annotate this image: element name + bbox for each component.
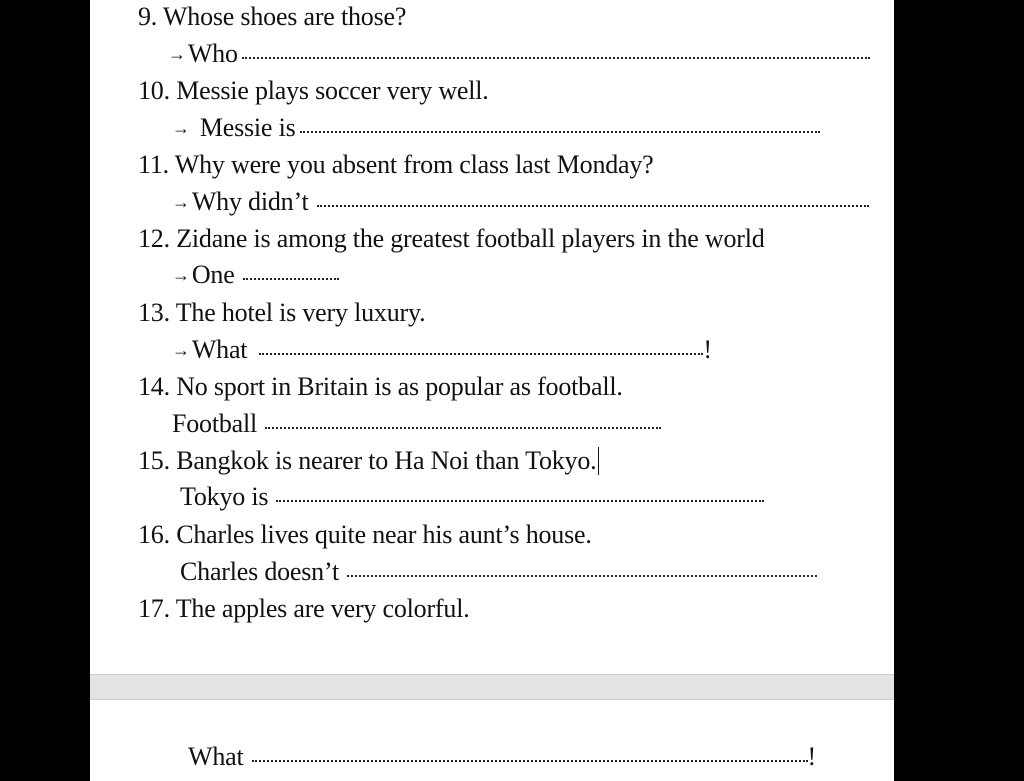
answer-prefix: What (191, 335, 248, 364)
answer-blank[interactable] (252, 760, 808, 762)
answer-prefix: What (188, 742, 244, 771)
question-17: 17. The apples are very colorful. (138, 594, 470, 623)
arrow-icon: → (172, 340, 190, 360)
answer-prefix: Tokyo is (180, 482, 269, 511)
answer-prefix: Why didn’t (191, 187, 309, 216)
question-9: 9. Whose shoes are those? (138, 2, 407, 31)
answer-blank[interactable] (276, 500, 764, 502)
answer-suffix: ! (807, 742, 816, 771)
answer-line-10[interactable] (172, 113, 820, 145)
page-break-gap (90, 674, 894, 700)
answer-suffix: ! (703, 335, 712, 364)
answer-line-12[interactable] (172, 260, 339, 292)
question-10: 10. Messie plays soccer very well. (138, 76, 489, 105)
answer-prefix: One (191, 260, 235, 289)
answer-line-11[interactable] (172, 187, 869, 219)
question-12: 12. Zidane is among the greatest football players in the world (138, 224, 765, 253)
answer-blank[interactable] (265, 427, 661, 429)
arrow-icon: → (168, 44, 186, 64)
answer-blank[interactable] (242, 57, 870, 59)
question-11: 11. Why were you absent from class last Monday? (138, 150, 654, 179)
answer-blank[interactable] (317, 205, 869, 207)
answer-line-15[interactable] (180, 482, 764, 512)
answer-line-13[interactable] (172, 335, 712, 367)
text-cursor (598, 447, 599, 475)
answer-prefix: Messie is (199, 113, 296, 142)
answer-blank[interactable] (347, 575, 817, 577)
answer-prefix: Charles doesn’t (180, 557, 339, 586)
answer-blank[interactable] (243, 278, 339, 280)
question-13: 13. The hotel is very luxury. (138, 298, 426, 327)
answer-blank[interactable] (259, 353, 703, 355)
answer-line-16[interactable] (180, 557, 817, 587)
question-16: 16. Charles lives quite near his aunt’s house. (138, 520, 592, 549)
answer-line-17[interactable] (188, 742, 816, 772)
answer-prefix: Who (187, 39, 238, 68)
question-15-text: 15. Bangkok is nearer to Ha Noi than Tokyo. (138, 446, 597, 475)
arrow-icon: → (172, 192, 190, 212)
answer-line-9[interactable] (168, 39, 870, 71)
answer-blank[interactable] (300, 131, 820, 133)
answer-line-14[interactable] (172, 409, 661, 439)
arrow-icon: → (172, 265, 190, 285)
question-15 (138, 446, 599, 476)
answer-prefix: Football (172, 409, 258, 438)
question-14: 14. No sport in Britain is as popular as football. (138, 372, 623, 401)
arrow-icon: → (172, 118, 190, 138)
